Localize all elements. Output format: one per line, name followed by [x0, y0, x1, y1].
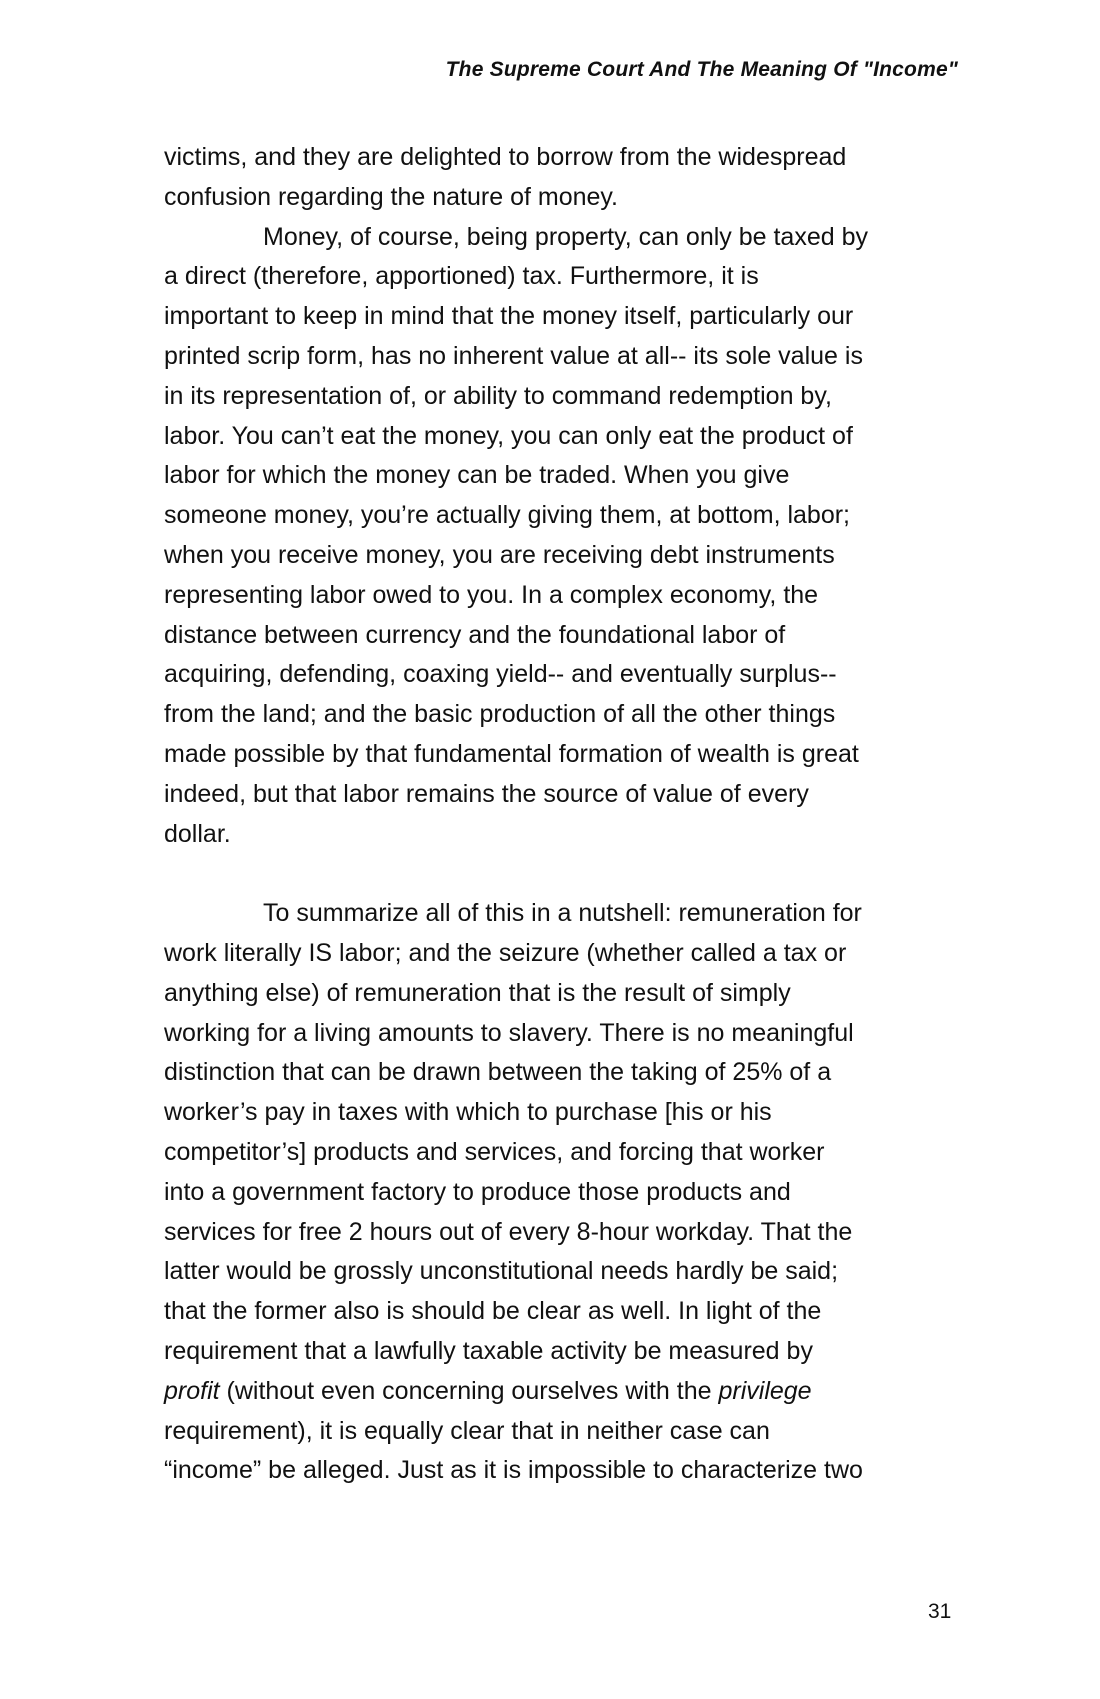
- running-header: The Supreme Court And The Meaning Of "Income": [445, 58, 958, 81]
- text-line: that the former also is should be clear as well. In light of the: [164, 1297, 822, 1326]
- text-line: made possible by that fundamental formation of wealth is great: [164, 739, 859, 768]
- text-line: dollar.: [164, 819, 231, 848]
- text-line: requirement), it is equally clear that in neither case can: [164, 1416, 770, 1445]
- text-line: working for a living amounts to slavery. There is no meaningful: [164, 1018, 854, 1047]
- text-segment: (without even concerning ourselves with the: [219, 1376, 719, 1405]
- text-line: victims, and they are delighted to borrow from the widespread: [164, 143, 847, 171]
- text-line: latter would be grossly unconstitutional needs hardly be said;: [164, 1257, 839, 1286]
- text-line: [164, 1372, 964, 1412]
- paragraph-spacer: [164, 854, 964, 894]
- text-line: labor for which the money can be traded. When you give: [164, 461, 790, 490]
- text-line: “income” be alleged. Just as it is impossible to characterize two: [164, 1456, 863, 1485]
- text-line: requirement that a lawfully taxable activity be measured by: [164, 1336, 813, 1365]
- text-line: anything else) of remuneration that is the result of simply: [164, 978, 791, 1007]
- paragraph: [164, 138, 964, 218]
- text-line: services for free 2 hours out of every 8-hour workday. That the: [164, 1217, 853, 1246]
- text-line: Money, of course, being property, can only be taxed by: [263, 222, 868, 251]
- text-line: a direct (therefore, apportioned) tax. Furthermore, it is: [164, 262, 759, 291]
- body-text: [164, 138, 964, 1491]
- italic-text: privilege: [718, 1376, 812, 1405]
- text-line: important to keep in mind that the money itself, particularly our: [164, 302, 854, 331]
- italic-text: profit: [164, 1376, 220, 1405]
- text-line: work literally IS labor; and the seizure (whether called a tax or: [164, 938, 847, 967]
- text-line: competitor’s] products and services, and forcing that worker: [164, 1137, 825, 1166]
- text-line: when you receive money, you are receiving debt instruments: [164, 540, 835, 569]
- text-line: labor. You can’t eat the money, you can only eat the product of: [164, 421, 853, 450]
- text-line: indeed, but that labor remains the source of value of every: [164, 779, 809, 808]
- text-line: distinction that can be drawn between the taking of 25% of a: [164, 1058, 832, 1087]
- text-line: printed scrip form, has no inherent value at all-- its sole value is: [164, 341, 863, 370]
- text-line: distance between currency and the foundational labor of: [164, 620, 786, 649]
- text-line: into a government factory to produce those products and: [164, 1177, 791, 1206]
- page-number: 31: [928, 1600, 952, 1623]
- text-line: from the land; and the basic production of all the other things: [164, 700, 836, 729]
- text-line: confusion regarding the nature of money.: [164, 182, 618, 211]
- text-line: worker’s pay in taxes with which to purchase [his or his: [164, 1098, 772, 1127]
- paragraph: [164, 894, 964, 1491]
- text-line: acquiring, defending, coaxing yield-- and eventually surplus--: [164, 660, 837, 689]
- text-line: in its representation of, or ability to command redemption by,: [164, 381, 832, 410]
- text-line: To summarize all of this in a nutshell: remuneration for: [263, 899, 862, 928]
- text-line: representing labor owed to you. In a complex economy, the: [164, 580, 819, 609]
- paragraph: [164, 218, 964, 855]
- text-line: someone money, you’re actually giving them, at bottom, labor;: [164, 501, 850, 530]
